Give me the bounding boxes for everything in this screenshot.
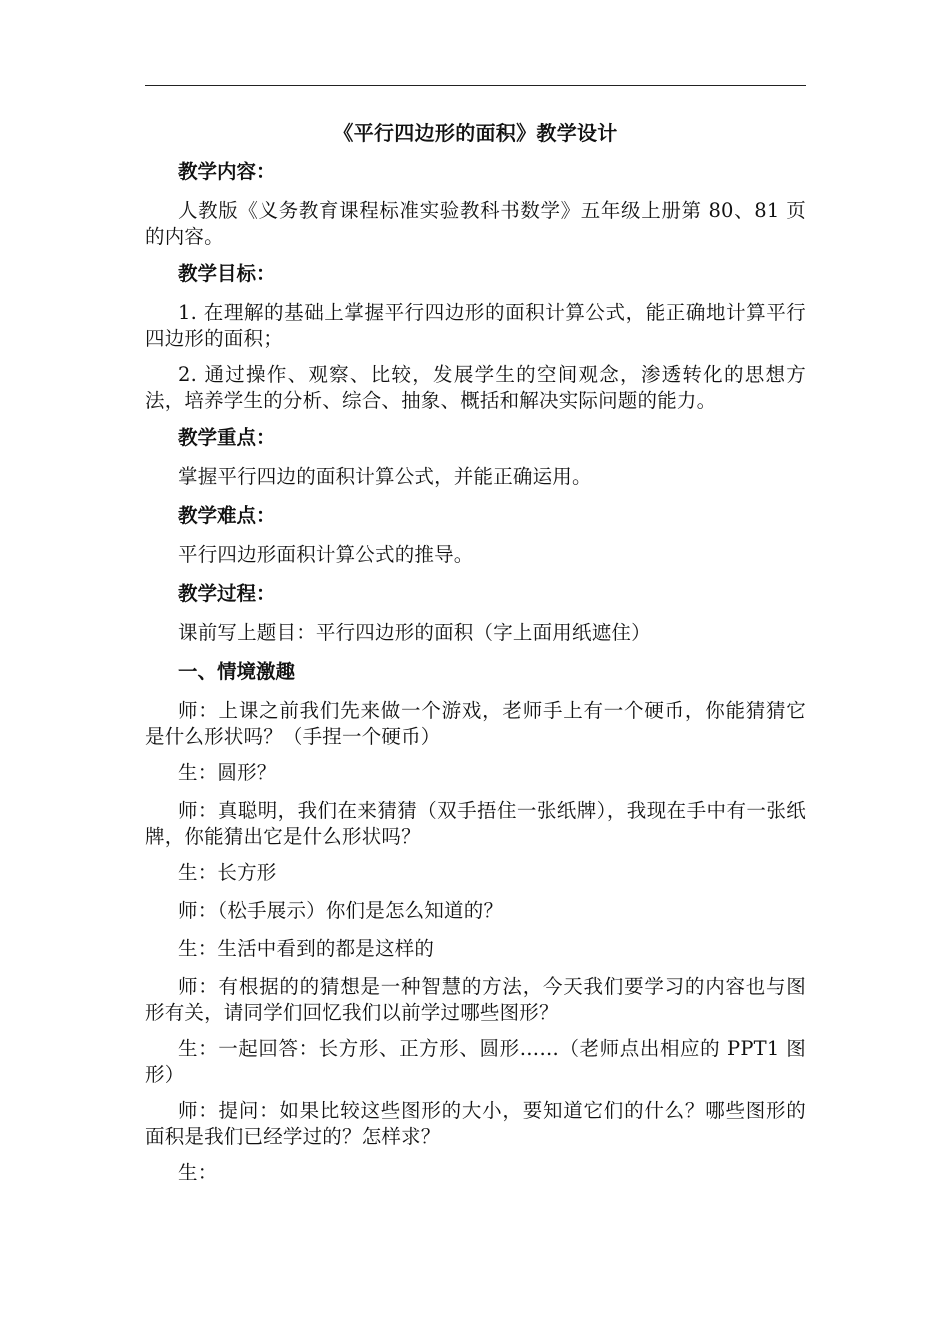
dialogue-line: 师：（松手展示）你们是怎么知道的？ bbox=[178, 899, 504, 922]
dialogue-line: 生：生活中看到的都是这样的 bbox=[178, 937, 435, 960]
dialogue-line: 师：提问：如果比较这些图形的大小，要知道它们的什么？哪些图形的面积是我们已经学过的？怎样求？ bbox=[145, 1099, 806, 1148]
dialogue-line: 生：一起回答：长方形、正方形、圆形……（老师点出相应的 PPT1 图形） bbox=[145, 1037, 806, 1086]
goal-2: 2. 通过操作、观察、比较，发展学生的空间观念，渗透转化的思想方法，培养学生的分析、综合、抽象、概括和解决实际问题的能力。 bbox=[145, 363, 806, 412]
key-points-text: 掌握平行四边的面积计算公式，并能正确运用。 bbox=[178, 465, 592, 488]
difficulty-text: 平行四边形面积计算公式的推导。 bbox=[178, 543, 474, 566]
document-body bbox=[145, 118, 806, 1198]
heading-part-1: 一、情境激趣 bbox=[178, 660, 296, 683]
dialogue-line: 生：圆形？ bbox=[178, 761, 277, 784]
dialogue-line: 生： bbox=[178, 1161, 218, 1184]
process-intro: 课前写上题目：平行四边形的面积（字上面用纸遮住） bbox=[178, 621, 651, 644]
dialogue-line: 师：上课之前我们先来做一个游戏，老师手上有一个硬币，你能猜猜它是什么形状吗？（手捏一个硬币） bbox=[145, 699, 806, 748]
heading-key-points: 教学重点： bbox=[178, 426, 276, 449]
content-text: 人教版《义务教育课程标准实验教科书数学》五年级上册第 80、81 页的内容。 bbox=[145, 199, 806, 248]
header-rule bbox=[145, 85, 806, 86]
dialogue-line: 师：有根据的的猜想是一种智慧的方法，今天我们要学习的内容也与图形有关，请同学们回忆我们以前学过哪些图形？ bbox=[145, 975, 806, 1024]
heading-content: 教学内容： bbox=[178, 160, 276, 183]
dialogue-line: 生：长方形 bbox=[178, 861, 277, 884]
document-title: 《平行四边形的面积》教学设计 bbox=[333, 121, 618, 145]
dialogue-line: 师：真聪明，我们在来猜猜（双手捂住一张纸牌），我现在手中有一张纸牌，你能猜出它是什么形状吗？ bbox=[145, 799, 806, 848]
goal-1: 1. 在理解的基础上掌握平行四边形的面积计算公式，能正确地计算平行四边形的面积； bbox=[145, 301, 806, 350]
heading-difficulty: 教学难点： bbox=[178, 504, 276, 527]
heading-goals: 教学目标： bbox=[178, 262, 276, 285]
heading-process: 教学过程： bbox=[178, 582, 276, 605]
